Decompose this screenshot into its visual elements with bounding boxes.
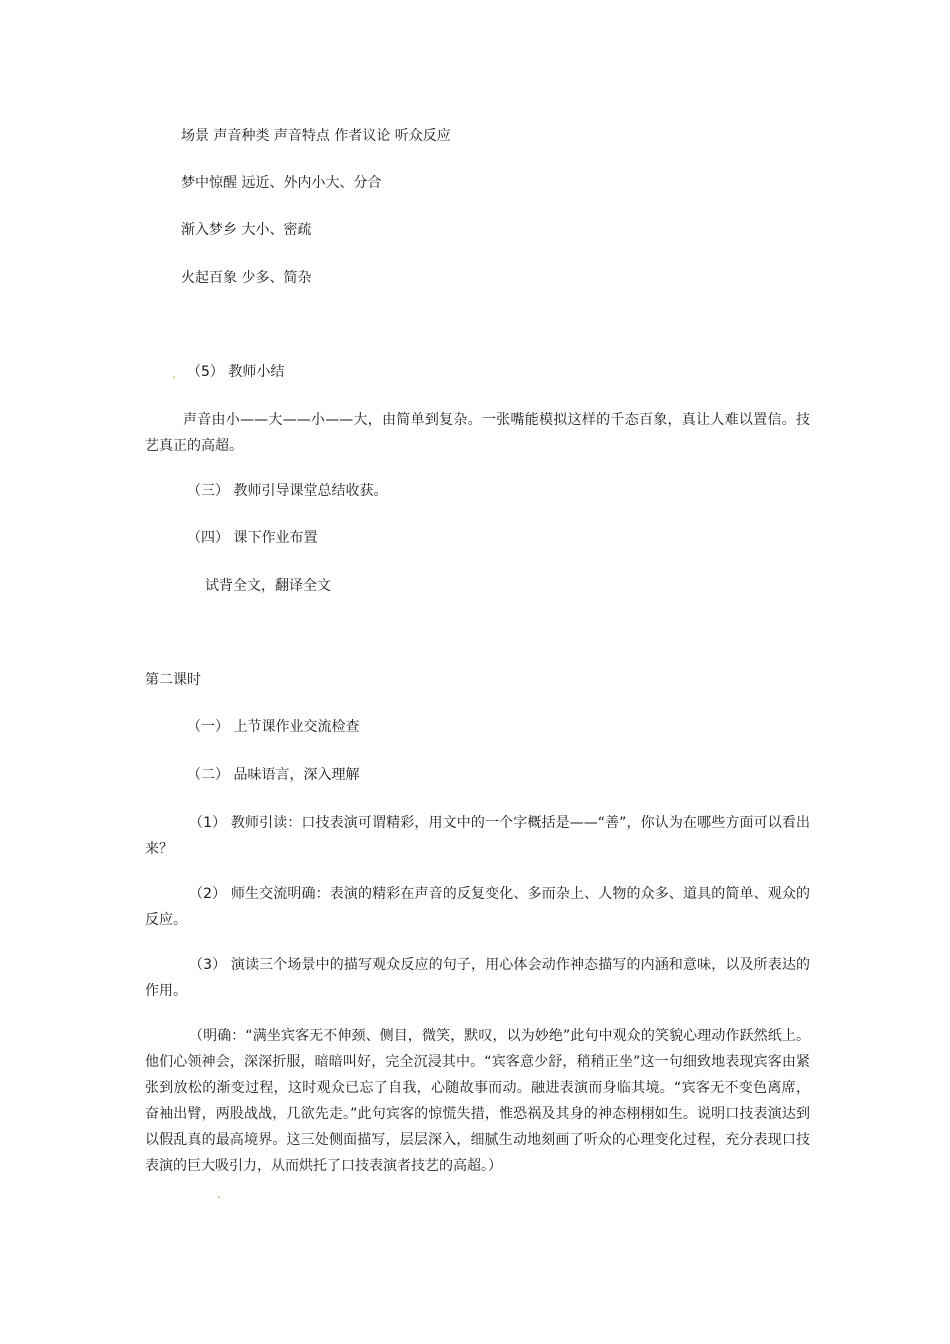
lesson-two-paragraph-2: （2） 师生交流明确：表演的精彩在声音的反复变化、多而杂上、人物的众多、道具的简单、观众的反应。 — [145, 886, 810, 928]
section-four-heading: （四） 课下作业布置 — [187, 530, 318, 546]
lesson-two-item-one: （一） 上节课作业交流检查 — [187, 719, 360, 735]
homework-text: 试背全文，翻译全文 — [205, 578, 331, 594]
summary-heading: （5） 教师小结 — [187, 364, 285, 380]
table-row: 渐入梦乡 大小、密疏 — [181, 222, 312, 238]
scan-mark: . — [172, 367, 176, 381]
summary-paragraph: 声音由小——大——小——大，由简单到复杂。一张嘴能模拟这样的千态百象，真让人难以置信。技艺真正的高超。 — [145, 412, 810, 454]
lesson-two-paragraph-3: （3） 演读三个场景中的描写观众反应的句子，用心体会动作神态描写的内涵和意味，以及所表达的作用。 — [145, 957, 810, 999]
lesson-two-paragraph-1: （1） 教师引读：口技表演可谓精彩，用文中的一个字概括是——“善”，你认为在哪些方面可以看出来？ — [145, 815, 810, 857]
table-header-row: 场景 声音种类 声音特点 作者议论 听众反应 — [181, 128, 451, 144]
lesson-two-title: 第二课时 — [145, 672, 201, 688]
table-row: 火起百象 少多、简杂 — [181, 270, 312, 286]
table-row: 梦中惊醒 远近、外内小大、分合 — [181, 175, 382, 191]
scan-mark: . — [217, 1187, 221, 1201]
section-three-heading: （三） 教师引导课堂总结收获。 — [187, 483, 388, 499]
lesson-two-paragraph-4: （明确：“满坐宾客无不伸颈、侧目，微笑，默叹，以为妙绝”此句中观众的笑貌心理动作跃然纸上。他们心领神会，深深折服，暗暗叫好，完全沉浸其中。“宾客意少舒，稍稍正坐”这一句细致地表现宾客由紧张到放松的渐变过程，这时观众已忘了自我，心随故事而动。融进表演而身临其境。“宾客无不变色离席，奋袖出臂，两股战战，几欲先走。”此句宾客的惊慌失措，惟恐祸及其身的神态栩栩如生。说明口技表演达到以假乱真的最高境界。这三处侧面描写，层层深入，细腻生动地刻画了听众的心理变化过程，充分表现口技表演的巨大吸引力，从而烘托了口技表演者技艺的高超。） — [145, 1028, 810, 1174]
lesson-two-item-two: （二） 品味语言，深入理解 — [187, 767, 360, 783]
